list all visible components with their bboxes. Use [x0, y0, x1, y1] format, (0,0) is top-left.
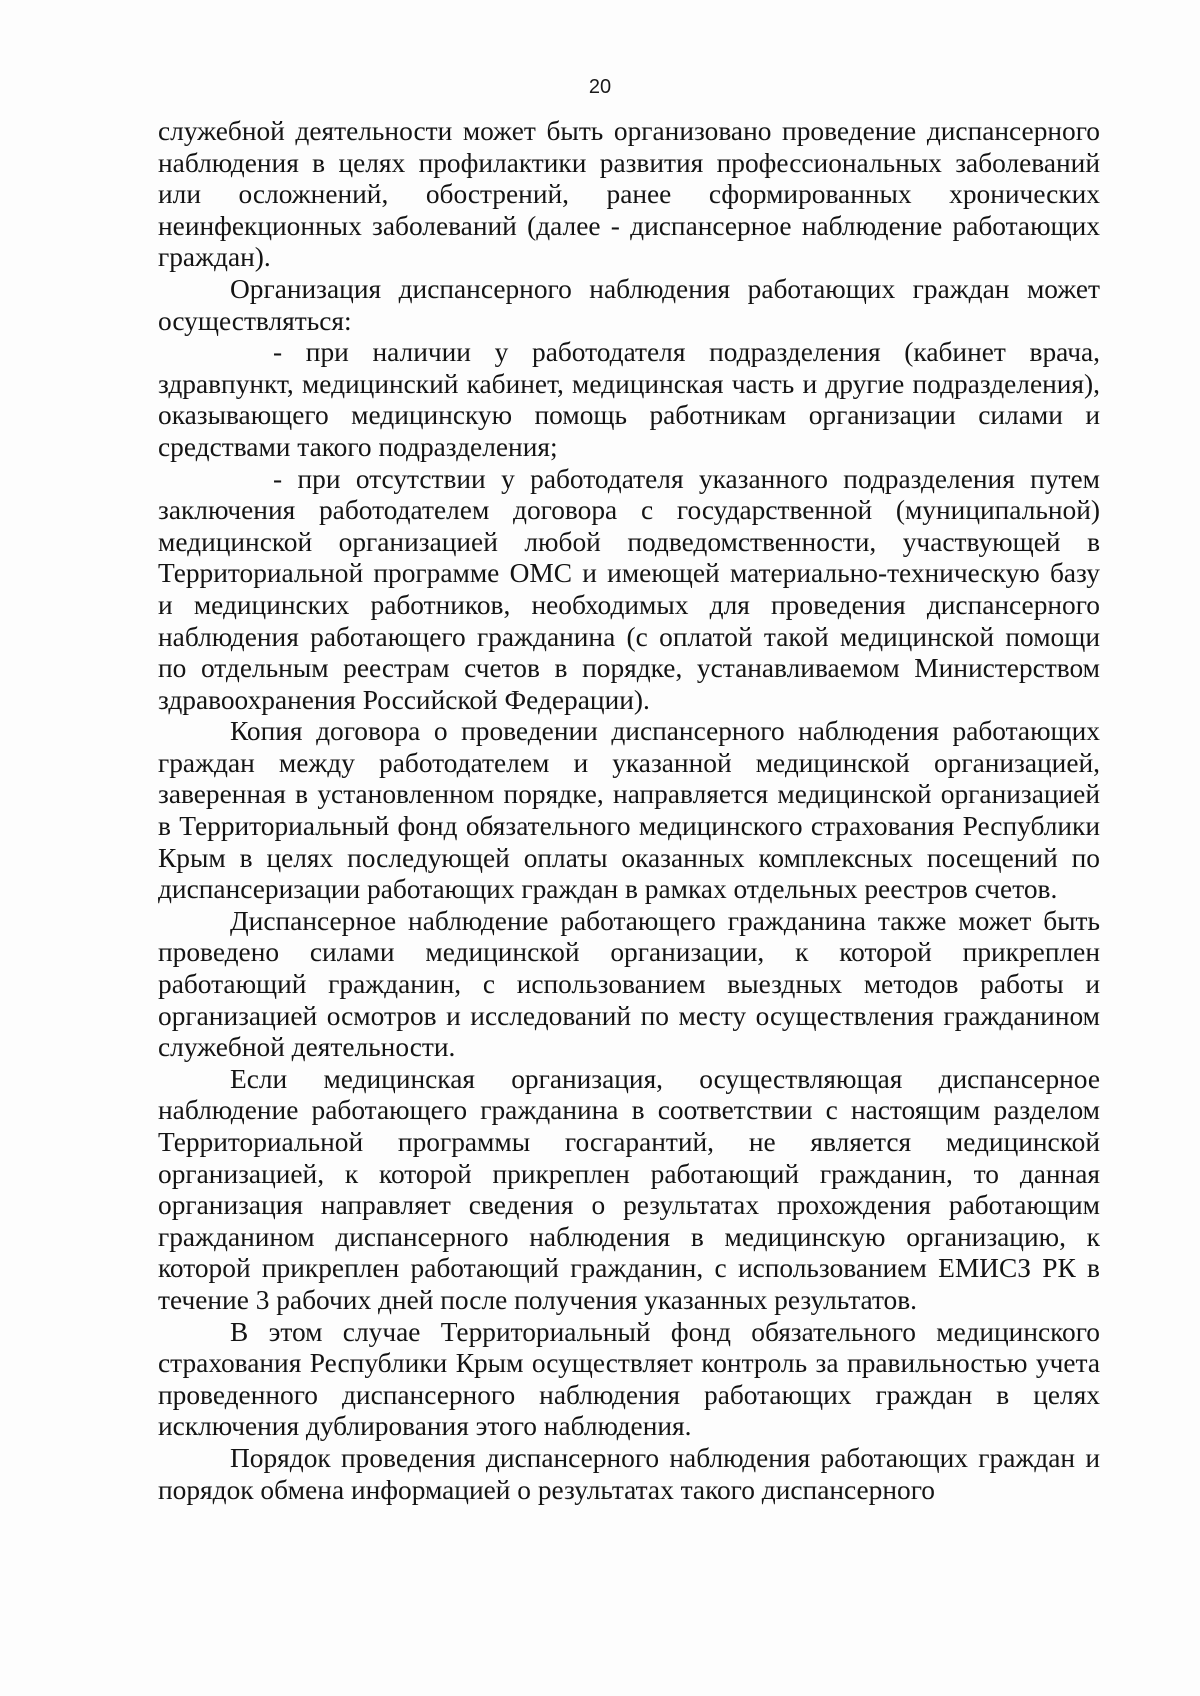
paragraph-8: В этом случае Территориальный фонд обязательного медицинского страхования Республики Крым осуществляет контроль за правильностью учета проведенного диспансерного наблюдения работающих граждан в целях исключения дублирования этого наблюдения.: [158, 1316, 1100, 1442]
paragraph-7: Если медицинская организация, осуществляющая диспансерное наблюдение работающего гражданина в соответствии с настоящим разделом Территориальной программы госгарантий, не является медицинской организацией, к которой прикреплен работающий гражданин, то данная организация направляет сведения о результатах прохождения работающим гражданином диспансерного наблюдения в медицинскую организацию, к которой прикреплен работающий гражданин, с использованием ЕМИСЗ РК в течение 3 рабочих дней после получения указанных результатов.: [158, 1063, 1100, 1315]
paragraph-4-list-item: - при отсутствии у работодателя указанного подразделения путем заключения работодателем договора с государственной (муниципальной) медицинской организацией любой подведомственности, участвующей в Территориальной программе ОМС и имеющей материально-техническую базу и медицинских работников, необходимых для проведения диспансерного наблюдения работающего гражданина (с оплатой такой медицинской помощи по отдельным реестрам счетов в порядке, устанавливаемом Министерством здравоохранения Российской Федерации).: [158, 463, 1100, 715]
paragraph-5: Копия договора о проведении диспансерного наблюдения работающих граждан между работодателем и указанной медицинской организацией, заверенная в установленном порядке, направляется медицинской организацией в Территориальный фонд обязательного медицинского страхования Республики Крым в целях последующей оплаты оказанных комплексных посещений по диспансеризации работающих граждан в рамках отдельных реестров счетов.: [158, 716, 1100, 905]
paragraph-6: Диспансерное наблюдение работающего гражданина также может быть проведено силами медицинской организации, к которой прикреплен работающий гражданин, с использованием выездных методов работы и организацией осмотров и исследований по месту осуществления гражданином служебной деятельности.: [158, 905, 1100, 1063]
paragraph-1: служебной деятельности может быть организовано проведение диспансерного наблюдения в целях профилактики развития профессиональных заболеваний или осложнений, обострений, ранее сформированных хронических неинфекционных заболеваний (далее - диспансерное наблюдение работающих граждан).: [158, 116, 1100, 273]
paragraph-3-list-item: - при наличии у работодателя подразделения (кабинет врача, здравпункт, медицинский кабинет, медицинская часть и другие подразделения), оказывающего медицинскую помощь работникам организации силами и средствами такого подразделения;: [158, 337, 1100, 462]
paragraph-2: Организация диспансерного наблюдения работающих граждан может осуществляться:: [158, 273, 1100, 336]
document-body: [158, 116, 1100, 1506]
page-number: 20: [588, 76, 612, 98]
paragraph-9: Порядок проведения диспансерного наблюдения работающих граждан и порядок обмена информацией о результатах такого диспансерного: [158, 1442, 1100, 1505]
